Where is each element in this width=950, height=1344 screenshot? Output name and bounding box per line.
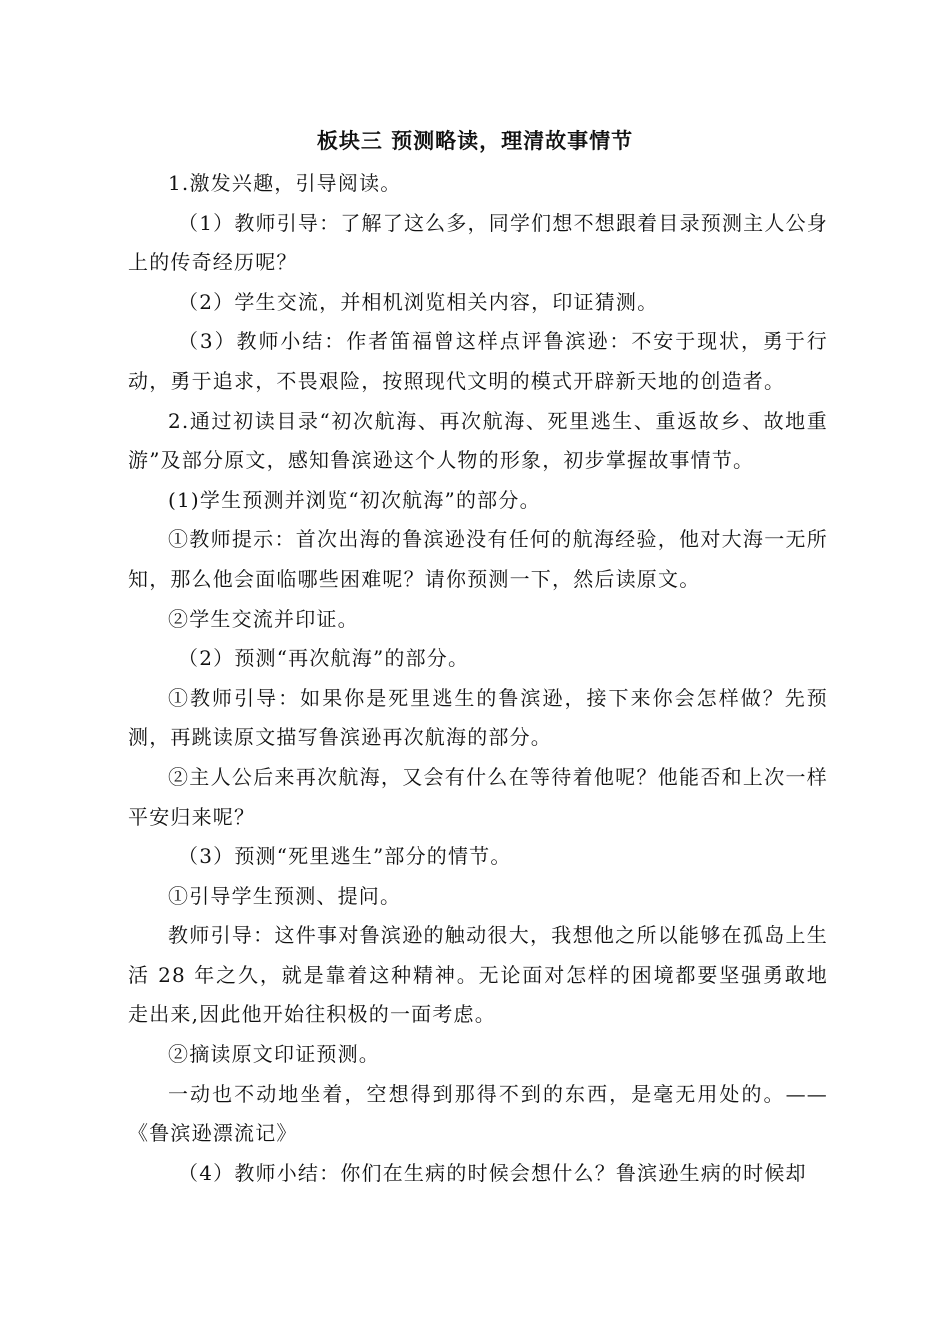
- paragraph-9: （2）预测“再次航海”的部分。: [178, 646, 470, 671]
- paragraph-6: (1)学生预测并浏览“初次航海”的部分。: [168, 487, 541, 512]
- document-body: [128, 164, 828, 1193]
- paragraph-11: ②主人公后来再次航海，又会有什么在等待着他呢？他能否和上次一样平安归来呢？: [128, 764, 828, 829]
- paragraph-10: ①教师引导：如果你是死里逃生的鲁滨逊，接下来你会怎样做？先预测，再跳读原文描写鲁滨逊再次航海的部分。: [128, 685, 828, 750]
- paragraph-1: 1.激发兴趣，引导阅读。: [168, 171, 402, 195]
- paragraph-15: ②摘读原文印证预测。: [168, 1042, 380, 1067]
- paragraph-12: （3）预测“死里逃生”部分的情节。: [178, 844, 512, 869]
- paragraph-17: （4）教师小结：你们在生病的时候会想什么？鲁滨逊生病的时候却: [178, 1160, 807, 1185]
- paragraph-16: 一动也不动地坐着，空想得到那得不到的东西，是毫无用处的。——《鲁滨逊漂流记》: [128, 1081, 828, 1146]
- paragraph-5: 2.通过初读目录“初次航海、再次航海、死里逃生、重返故乡、故地重游”及部分原文，感知鲁滨逊这个人物的形象，初步掌握故事情节。: [128, 408, 828, 473]
- paragraph-8: ②学生交流并印证。: [168, 606, 359, 631]
- paragraph-2: （1）教师引导：了解了这么多，同学们想不想跟着目录预测主人公身上的传奇经历呢？: [128, 210, 828, 275]
- paragraph-7: ①教师提示：首次出海的鲁滨逊没有任何的航海经验，他对大海一无所知，那么他会面临哪些困难呢？请你预测一下，然后读原文。: [128, 527, 828, 591]
- paragraph-4: （3）教师小结：作者笛福曾这样点评鲁滨逊：不安于现状，勇于行动，勇于追求，不畏艰险，按照现代文明的模式开辟新天地的创造者。: [128, 329, 828, 393]
- paragraph-14: 教师引导：这件事对鲁滨逊的触动很大，我想他之所以能够在孤岛上生活 28 年之久，就是靠着这种精神。无论面对怎样的困境都要坚强勇敢地走出来,因此他开始往积极的一面考虑。: [128, 923, 828, 1027]
- section-title: 板块三 预测略读，理清故事情节: [316, 129, 634, 153]
- paragraph-13: ①引导学生预测、提问。: [168, 883, 402, 908]
- paragraph-3: （2）学生交流，并相机浏览相关内容，印证猜测。: [178, 289, 659, 314]
